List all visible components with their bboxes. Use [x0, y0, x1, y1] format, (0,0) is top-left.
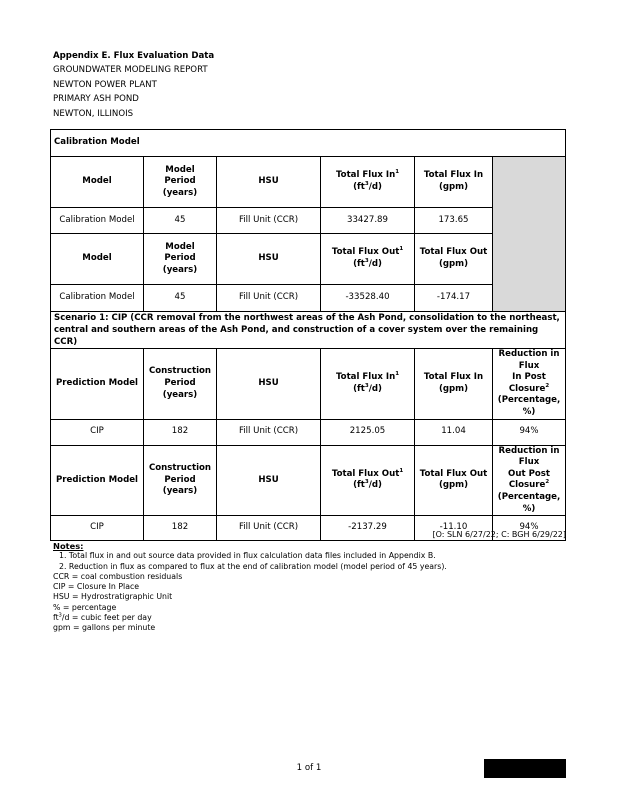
table-header-row [51, 157, 566, 208]
col-header-flux-in-ft: Total Flux In$^1$ $(ft^3/d)$ [321, 157, 415, 208]
note-item: 1. Total flux in and out source data provided in flux calculation data files included in Appendix B. [59, 551, 436, 561]
cell-hsu: Fill Unit (CCR) [217, 419, 321, 445]
pond-line: PRIMARY ASH POND [53, 94, 139, 105]
flux-table [50, 129, 566, 541]
col-header-prediction-model: Prediction Model [51, 349, 144, 420]
report-header [53, 49, 214, 121]
cell-flux-ft: -33528.40 [321, 285, 415, 312]
abbreviation-item: gpm = gallons per minute [53, 623, 156, 633]
cell-flux-gpm: -174.17 [415, 285, 493, 312]
notes-title: Notes: [53, 541, 84, 551]
col-header-model: Model [51, 157, 144, 208]
table-row [51, 419, 566, 445]
report-line: GROUNDWATER MODELING REPORT [53, 65, 208, 76]
abbreviation-item: % = percentage [53, 602, 117, 612]
review-signature: [O: SLN 6/27/22; C: BGH 6/29/22] [432, 530, 566, 539]
table-header-row [51, 234, 566, 285]
col-header-reduction-out: Reduction in Flux Out Post Closure$^2$ (Percentage, %) [493, 445, 566, 516]
scenario-section-title: Scenario 1: CIP (CCR removal from the northwest areas of the Ash Pond, consolidation to the northeast, central and southern areas of the Ash Pond, and construction of a cover system over the remaining CCR) [51, 312, 566, 349]
table-header-row [51, 445, 566, 516]
table-row [51, 208, 566, 234]
table-header-row [51, 349, 566, 420]
cell-flux-gpm: -11.10 [415, 516, 493, 541]
cell-model: Calibration Model [51, 285, 144, 312]
abbreviation-item: CCR = coal combustion residuals [53, 571, 183, 581]
cell-reduction: 94% [493, 419, 566, 445]
col-header-flux-out-ft: Total Flux Out$^1$ $(ft^3/d)$ [321, 445, 415, 516]
col-header-construction-period: Construction Period (years) [144, 445, 217, 516]
col-header-construction-period: Construction Period (years) [144, 349, 217, 420]
abbreviation-item: $ft^3/d$ = cubic feet per day [53, 612, 152, 623]
cell-model: CIP [51, 516, 144, 541]
cell-hsu: Fill Unit (CCR) [217, 285, 321, 312]
cell-model: CIP [51, 419, 144, 445]
cell-flux-gpm: 11.04 [415, 419, 493, 445]
col-header-flux-in-ft: Total Flux In$^1$ $(ft^3/d)$ [321, 349, 415, 420]
cell-period: 45 [144, 285, 217, 312]
col-header-prediction-model: Prediction Model [51, 445, 144, 516]
col-header-flux-in-gpm: Total Flux In (gpm) [415, 157, 493, 208]
notes-block [53, 541, 447, 634]
cell-period: 45 [144, 208, 217, 234]
abbreviation-item: CIP = Closure In Place [53, 582, 140, 592]
col-header-hsu: HSU [217, 234, 321, 285]
note-item: 2. Reduction in flux as compared to flux at the end of calibration model (model period of 45 years). [59, 561, 447, 571]
cell-reduction: 94% [493, 516, 566, 541]
col-header-period: Model Period (years) [144, 157, 217, 208]
page-number: 1 of 1 [296, 763, 322, 773]
plant-line: NEWTON POWER PLANT [53, 79, 157, 90]
col-header-hsu: HSU [217, 445, 321, 516]
col-header-period: Model Period (years) [144, 234, 217, 285]
cell-hsu: Fill Unit (CCR) [217, 208, 321, 234]
col-header-flux-out-ft: Total Flux Out$^1$ $(ft^3/d)$ [321, 234, 415, 285]
col-header-flux-out-gpm: Total Flux Out (gpm) [415, 234, 493, 285]
table-row [51, 285, 566, 312]
cell-period: 182 [144, 516, 217, 541]
col-header-reduction-in: Reduction in Flux In Post Closure$^2$ (Percentage, %) [493, 349, 566, 420]
appendix-title: Appendix E. Flux Evaluation Data [53, 51, 215, 61]
col-header-hsu: HSU [217, 157, 321, 208]
cell-flux-ft: 33427.89 [321, 208, 415, 234]
col-header-hsu: HSU [217, 349, 321, 420]
cell-model: Calibration Model [51, 208, 144, 234]
scenario-section-row [51, 312, 566, 349]
calibration-section-row [51, 130, 566, 157]
col-header-flux-in-gpm: Total Flux In (gpm) [415, 349, 493, 420]
cell-flux-ft: -2137.29 [321, 516, 415, 541]
cell-period: 182 [144, 419, 217, 445]
redaction-box [484, 759, 566, 778]
cell-flux-gpm: 173.65 [415, 208, 493, 234]
cell-flux-ft: 2125.05 [321, 419, 415, 445]
cell-hsu: Fill Unit (CCR) [217, 516, 321, 541]
col-header-model: Model [51, 234, 144, 285]
calibration-section-title: Calibration Model [51, 130, 566, 157]
abbreviation-item: HSU = Hydrostratigraphic Unit [53, 592, 173, 602]
location-line: NEWTON, ILLINOIS [53, 108, 134, 119]
col-header-flux-out-gpm: Total Flux Out (gpm) [415, 445, 493, 516]
grey-blank-cell [493, 157, 566, 312]
